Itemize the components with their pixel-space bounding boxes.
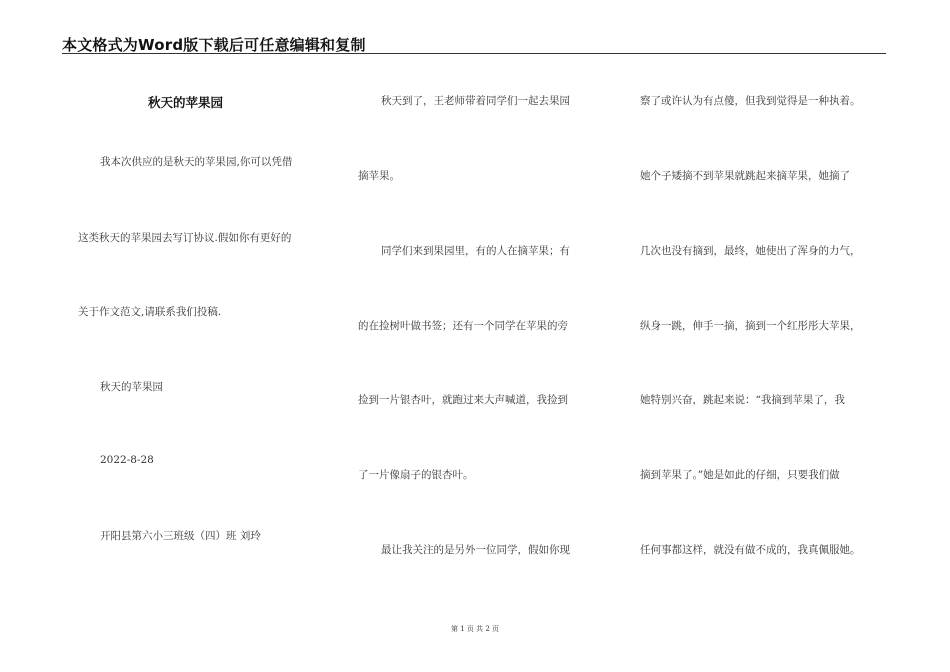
- text-line: 她个子矮摘不到苹果就跳起来摘苹果，她摘了: [640, 170, 850, 182]
- text-line: 这类秋天的苹果园去写订协议.假如你有更好的: [78, 232, 292, 244]
- text-line: 她特别兴奋，跳起来说：“我摘到苹果了，我: [640, 394, 845, 406]
- text-line: 摘到苹果了。”她是如此的仔细，只要我们做: [640, 469, 840, 481]
- text-line: 捡到一片银杏叶，就跑过来大声喊道，我捡到: [358, 394, 568, 406]
- document-header: 本文格式为Word版下载后可任意编辑和复制: [62, 36, 366, 54]
- text-line: 我本次供应的是秋天的苹果园,你可以凭借: [100, 156, 293, 168]
- text-line: 摘苹果。: [358, 170, 400, 182]
- text-line: 察了或许认为有点傻，但我到觉得是一种执着。: [640, 95, 861, 107]
- author-line: 开阳县第六小三班级（四）班 刘玲: [100, 530, 261, 542]
- header-rule: [62, 53, 886, 54]
- text-line: 的在捡树叶做书签；还有一个同学在苹果的旁: [358, 320, 568, 332]
- essay-title: 秋天的苹果园: [148, 95, 224, 110]
- date-line: 2022-8-28: [100, 454, 154, 466]
- text-line: 了一片像扇子的银杏叶。: [358, 469, 474, 481]
- text-line: 秋天到了，王老师带着同学们一起去果园: [381, 95, 570, 107]
- text-line: 最让我关注的是另外一位同学，假如你现: [381, 544, 570, 556]
- page-number-footer: 第 1 页 共 2 页: [450, 625, 500, 633]
- text-line: 同学们来到果园里，有的人在摘苹果；有: [381, 245, 570, 257]
- text-line: 几次也没有摘到，最终，她使出了浑身的力气，: [640, 245, 861, 257]
- text-line: 任何事都这样，就没有做不成的，我真佩服她。: [640, 544, 861, 556]
- text-line: 秋天的苹果园: [100, 381, 163, 393]
- text-line: 纵身一跳，伸手一摘，摘到一个红彤彤大苹果，: [640, 320, 861, 332]
- text-line: 关于作文范文,请联系我们投稿.: [78, 306, 222, 318]
